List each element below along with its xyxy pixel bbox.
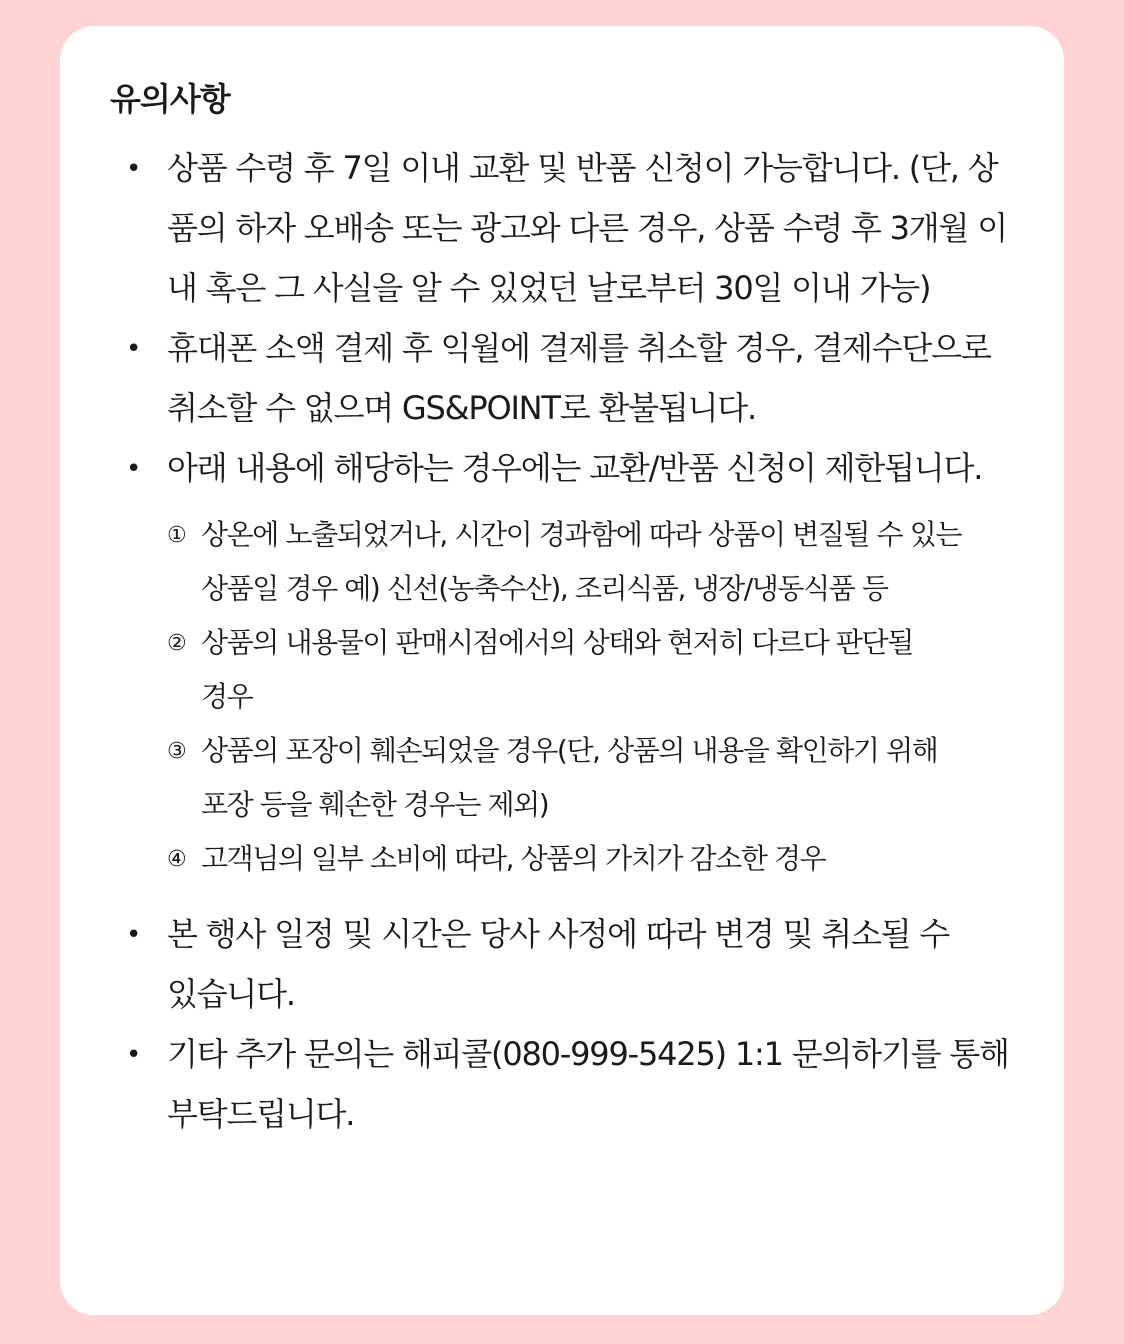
restriction-text: 상품의 내용물이 판매시점에서의 상태와 현저히 다르다 판단될 경우 (201, 626, 913, 713)
circled-number-2-icon: ② (167, 631, 186, 656)
notice-title: 유의사항 (110, 80, 230, 118)
restriction-item (167, 724, 967, 832)
restriction-text: 상품의 포장이 훼손되었을 경우(단, 상품의 내용을 확인하기 위해 포장 등을 훼손한 경우는 제외) (201, 734, 938, 821)
notice-item-contact (110, 1024, 1020, 1144)
restriction-item (167, 832, 967, 886)
bullet-icon: • (126, 154, 141, 184)
bullet-icon: • (126, 334, 141, 364)
notice-list (110, 138, 1020, 1144)
notice-item-restrictions (110, 438, 1020, 886)
bullet-icon: • (126, 1040, 141, 1070)
restriction-text: 고객님의 일부 소비에 따라, 상품의 가치가 감소한 경우 (201, 842, 826, 875)
notice-card (60, 26, 1064, 1315)
notice-item-text: 휴대폰 소액 결제 후 익월에 결제를 취소할 경우, 결제수단으로 취소할 수 없으며 GS&POINT로 환불됩니다. (167, 329, 991, 427)
notice-item-mobile-payment (110, 318, 1020, 438)
circled-number-3-icon: ③ (167, 739, 186, 764)
notice-item-text: 아래 내용에 해당하는 경우에는 교환/반품 신청이 제한됩니다. (167, 449, 983, 487)
bullet-icon: • (126, 920, 141, 950)
restriction-item (167, 508, 967, 616)
restriction-item (167, 616, 967, 724)
notice-item-exchange-period (110, 138, 1020, 318)
notice-item-text: 기타 추가 문의는 해피콜(080-999-5425) 1:1 문의하기를 통해 부탁드립니다. (167, 1035, 1009, 1133)
restriction-text: 상온에 노출되었거나, 시간이 경과함에 따라 상품이 변질될 수 있는 상품일 경우 예) 신선(농축수산), 조리식품, 냉장/냉동식품 등 (201, 518, 962, 605)
bullet-icon: • (126, 454, 141, 484)
restriction-sublist (167, 508, 967, 886)
notice-item-text: 본 행사 일정 및 시간은 당사 사정에 따라 변경 및 취소될 수 있습니다. (167, 915, 950, 1013)
circled-number-1-icon: ① (167, 523, 186, 548)
notice-item-event-schedule (110, 904, 1020, 1024)
circled-number-4-icon: ④ (167, 847, 186, 872)
notice-item-text: 상품 수령 후 7일 이내 교환 및 반품 신청이 가능합니다. (단, 상품의 하자 오배송 또는 광고와 다른 경우, 상품 수령 후 3개월 이내 혹은 그 사실을 알 수 있었던 날로부터 30일 이내 가능) (167, 149, 1007, 307)
